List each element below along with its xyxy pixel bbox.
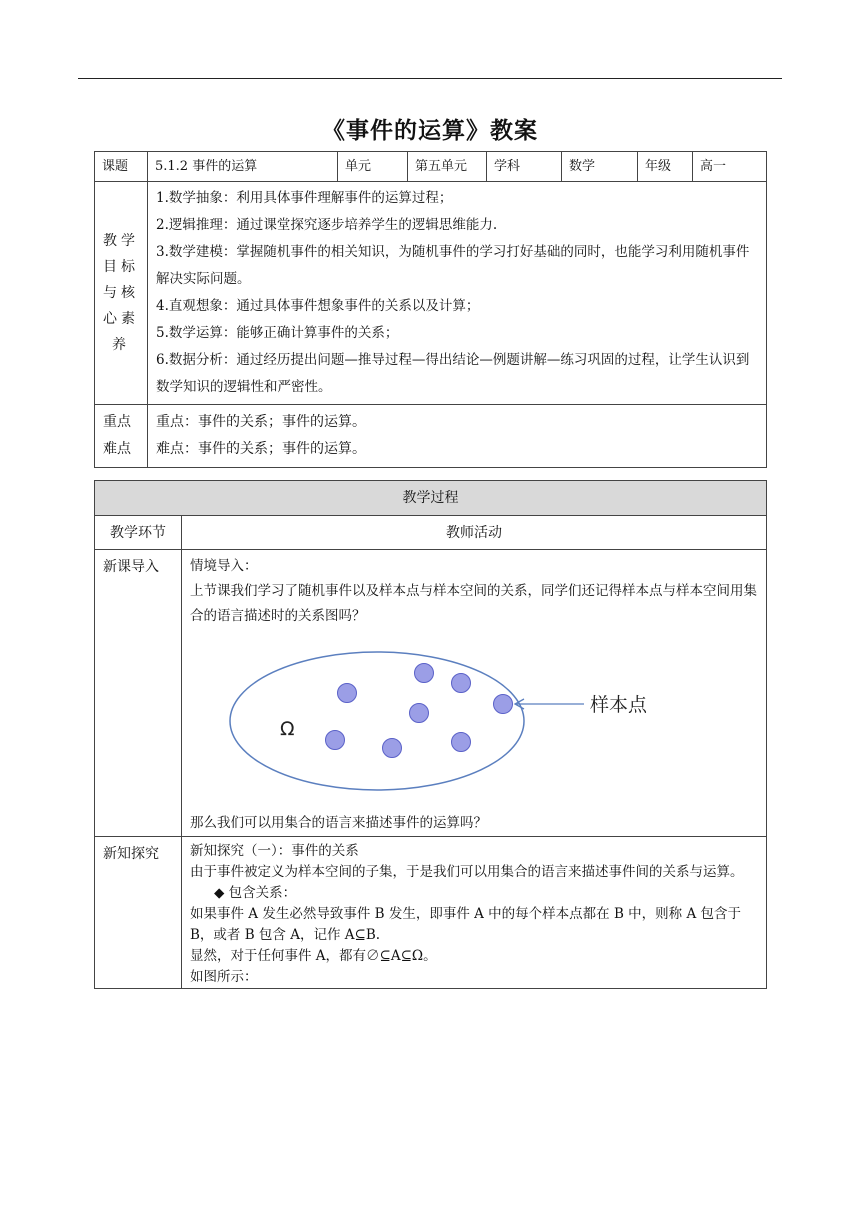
teaching-process-table (94, 480, 767, 989)
unit-label: 单元 (338, 152, 408, 182)
header-rule (78, 78, 782, 79)
info-row (95, 152, 767, 182)
goals-label: 教学目标与核心素养 (95, 182, 148, 405)
sample-point (383, 739, 402, 758)
explore-heading: 新知探究（一）：事件的关系 (190, 843, 359, 859)
sample-point (338, 684, 357, 703)
goal-item: 5.数学运算：能够正确计算事件的关系； (156, 325, 399, 341)
keypoints-label-key: 重点 (103, 414, 131, 430)
explore-definition: 由于事件被定义为样本空间的子集，于是我们可以用集合的语言来描述事件间的关系与运算。 (190, 864, 744, 880)
inclusion-note: 显然，对于任何事件 A，都有∅⊆A⊆Ω。 (190, 948, 437, 964)
keypoints-label-difficult: 难点 (103, 441, 131, 457)
grade-value: 高一 (693, 152, 767, 182)
keypoints-row (95, 405, 767, 468)
subject-label: 学科 (487, 152, 562, 182)
goal-item: 6.数据分析：通过经历提出问题—推导过程—得出结论—例题讲解—练习巩固的过程，让学生认识到数学知识的逻辑性和严密性。 (156, 352, 750, 395)
sample-space-diagram (190, 635, 758, 807)
inclusion-definition: 如果事件 A 发生必然导致事件 B 发生，即事件 A 中的每个样本点都在 B 中，则称 A 包含于 B，或者 B 包含 A，记作 A⊆B. (190, 906, 742, 943)
goal-item: 2.逻辑推理：通过课堂探究逐步培养学生的逻辑思维能力. (156, 217, 498, 233)
course-label: 课题 (95, 152, 148, 182)
sample-point (452, 733, 471, 752)
course-value: 5.1.2 事件的运算 (148, 152, 338, 182)
goal-item: 1.数学抽象：利用具体事件理解事件的运算过程； (156, 190, 453, 206)
difficult-point: 难点：事件的关系；事件的运算。 (156, 441, 366, 457)
sample-space-svg (190, 635, 759, 807)
process-title: 教学过程 (95, 481, 767, 516)
goals-row (95, 182, 767, 405)
explore-stage: 新知探究 (95, 837, 182, 989)
key-point: 重点：事件的关系；事件的运算。 (156, 414, 366, 430)
keypoints-label (95, 405, 148, 468)
sample-point (452, 674, 471, 693)
col-stage-header: 教学环节 (95, 516, 182, 550)
intro-content (182, 550, 767, 837)
explore-content (182, 837, 767, 989)
goal-item: 4.直观想象：通过具体事件想象事件的关系以及计算； (156, 298, 480, 314)
sample-point-label: 样本点 (590, 694, 648, 716)
col-activity-header: 教师活动 (182, 516, 767, 550)
intro-lead: 情境导入： (190, 558, 258, 574)
intro-paragraph: 上节课我们学习了随机事件以及样本点与样本空间的关系，同学们还记得样本点与样本空间用集合的语言描述时的关系图吗？ (190, 583, 757, 624)
sample-point (494, 695, 513, 714)
sample-point (415, 664, 434, 683)
grade-label: 年级 (638, 152, 693, 182)
keypoints-content (148, 405, 767, 468)
omega-label: Ω (280, 718, 295, 740)
unit-value: 第五单元 (408, 152, 487, 182)
explore-row (95, 837, 767, 989)
intro-row (95, 550, 767, 837)
document-title: 《事件的运算》教案 (322, 118, 538, 144)
goal-item: 3.数学建模：掌握随机事件的相关知识，为随机事件的学习打好基础的同时，也能学习利用随机事件解决实际问题。 (156, 244, 750, 287)
intro-stage: 新课导入 (95, 550, 182, 837)
sample-point (326, 731, 345, 750)
sample-space-ellipse (230, 652, 524, 790)
inclusion-bullet: ◆ 包含关系： (214, 885, 297, 901)
lesson-info-table (94, 151, 767, 468)
sample-point (410, 704, 429, 723)
intro-question: 那么我们可以用集合的语言来描述事件的运算吗？ (190, 815, 487, 831)
goals-content (148, 182, 767, 405)
subject-value: 数学 (562, 152, 638, 182)
figure-intro: 如图所示： (190, 969, 258, 985)
